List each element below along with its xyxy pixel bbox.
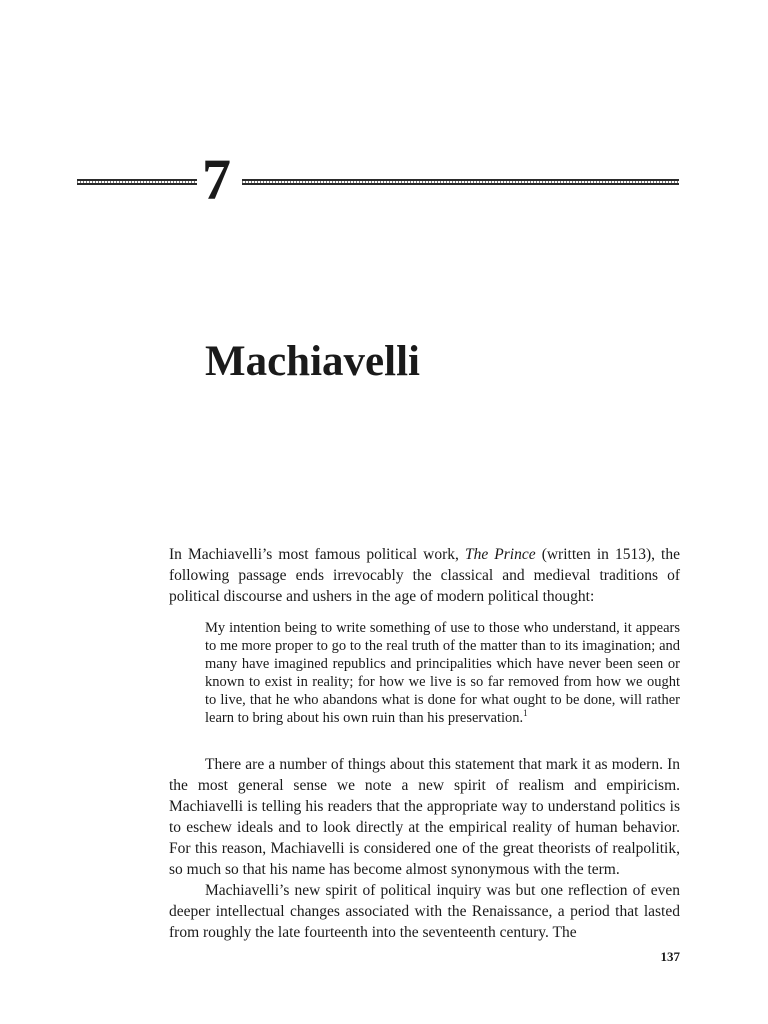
chapter-rule-right (242, 179, 679, 185)
chapter-number: 7 (202, 147, 231, 212)
chapter-rule-left (77, 179, 197, 185)
intro-paragraph (169, 544, 680, 607)
intro-text-start: In Machiavelli’s most famous political work, (169, 546, 465, 563)
body-paragraph: There are a number of things about this statement that mark it as modern. In the most general sense we note a new spirit of realism and empiricism. Machiavelli is telling his readers that the appropriate way to understand politics is to eschew ideals and to look directly at the empirical reality of human behavior. For this reason, Machiavelli is considered one of the great theorists of realpolitik, so much so that his name has become almost synonymous with the term. (169, 756, 680, 878)
block-quote (205, 619, 680, 727)
intro-text-end: (written in 1513), the following passage ends irrevocably the classical and medieval traditions of political discourse and ushers in the age of modern political thought: (169, 546, 680, 605)
page-number: 137 (660, 949, 680, 964)
book-title: The Prince (464, 546, 536, 563)
chapter-title: Machiavelli (205, 338, 420, 385)
quote-text: My intention being to write something of use to those who understand, it appears to me more proper to go to the real truth of the matter than to its imagination; and many have imagined republics and principalities which have never been seen or known to exist in reality; for how we live is so far removed from how we ought to live, that he who abandons what is done for what ought to be done, will rather learn to bring about his own ruin than his preservation. (205, 620, 680, 726)
body-paragraph: Machiavelli’s new spirit of political inquiry was but one reflection of even deeper intellectual changes associated with the Renaissance, a period that lasted from roughly the late fourteenth into the seventeenth century. The (169, 882, 680, 941)
footnote-reference: 1 (523, 708, 528, 719)
